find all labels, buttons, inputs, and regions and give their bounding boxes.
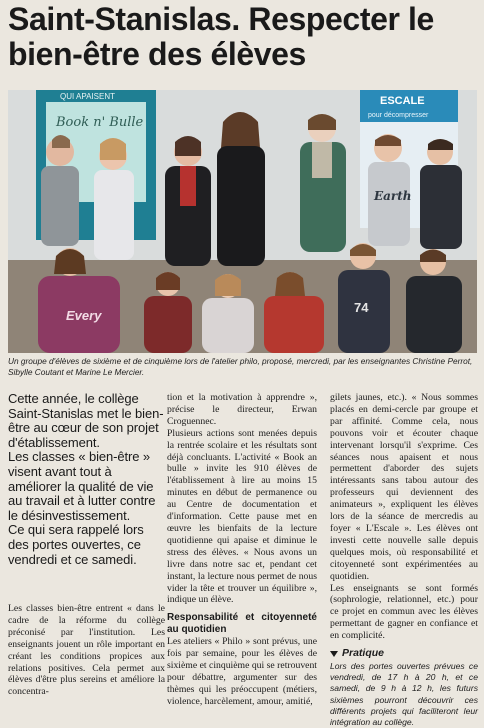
photo-caption: Un groupe d'élèves de sixième et de cinquième lors de l'atelier philo, proposé, mercredi, par les enseignantes Christine Perrot, Sibylle Coutant et Marine Le Mercier. — [8, 356, 473, 377]
body-paragraph: gilets jaunes, etc.). « Nous sommes placés en demi-cercle par groupe et par affinité. Comme cela, nous pouvons voir et écouter chaque intervenant lorsqu'il s'exprime. Ces séances nous apaisent et nous permettent d'aborder des sujets intéressants sans tabou autour des professeurs qui deviennent des animateurs », expliquent les élèves lors de la séance de mercredis au foyer « L'Escale ». Les élèves ont investi cette nouvelle salle depuis quelques mois, où responsabilité et citoyenneté sont expérimentées au quotidien. — [330, 392, 478, 582]
body-paragraph: Les ateliers « Philo » sont prévus, une fois par semaine, pour les élèves de sixième et cinquième qui se retrouvent pour débattre, argumenter sur des thèmes qui les préoccupent (métiers, violence, harcèlement, amour, amitié, — [167, 636, 317, 707]
column-3 — [330, 392, 478, 728]
body-paragraph: tion et la motivation à apprendre », précise le directeur, Erwan Croguennec. — [167, 392, 317, 427]
section-subheading: Responsabilité et citoyenneté au quotidien — [167, 612, 317, 635]
svg-text:Every: Every — [66, 308, 102, 323]
lead-paragraph: Ce qui sera rappelé lors des portes ouvertes, ce vendredi et ce samedi. — [8, 522, 144, 567]
lead-paragraph: Cette année, le collège Saint-Stanislas met le bien-être au cœur de son projet d'établissement. — [8, 391, 164, 450]
body-paragraph: Les classes bien-être entrent « dans le cadre de la réforme du collège préconisé par l'institution. Les enseignants jouent un rôle important en créant les conditions propices aux relations positives. Cela permet aux élèves d'être plus sereins et améliore la concentra- — [8, 603, 165, 698]
svg-text:74: 74 — [354, 300, 369, 315]
column-1-body — [8, 603, 165, 698]
article-headline: Saint-Stanislas. Respecter le bien-être des élèves — [8, 1, 434, 72]
svg-text:pour décompresser: pour décompresser — [368, 112, 429, 119]
article-lead — [8, 392, 165, 567]
svg-text:QUI APAISENT: QUI APAISENT — [60, 92, 115, 101]
svg-text:ESCALE: ESCALE — [380, 95, 425, 107]
pratique-text: Lors des portes ouvertes prévues ce vendredi, de 17 h à 20 h, et ce samedi, de 9 h à 12 h, les futurs sixièmes pourront découvrir ces différents projets qui faciliteront leur intégration au collège. — [330, 660, 478, 727]
pratique-heading — [330, 648, 478, 660]
pratique-title: Pratique — [342, 647, 385, 660]
triangle-down-icon — [330, 651, 338, 657]
svg-text:Book n' Bulle: Book n' Bulle — [56, 115, 144, 130]
article-photo — [8, 90, 477, 353]
body-paragraph: Les enseignants se sont formés (sophrologie, relationnel, etc.) pour ce projet en commun avec les élèves permettant de gagner en confiance et en complicité. — [330, 582, 478, 642]
lead-paragraph: Les classes « bien-être » visent avant tout à améliorer la qualité de vie au travail et à lutter contre le désinvestissement. — [8, 449, 156, 523]
body-paragraph: Plusieurs actions sont menées depuis la rentrée scolaire et les résultats sont déjà concluants. L'activité « Book an bulle » invite les 910 élèves de l'établissement à lire au moins 15 minutes en début de permanence ou au Centre de documentation et d'information. Cette pause met en œuvre les bienfaits de la lecture quotidienne qui apaise et diminue le stress des élèves. « Nous avons un livre dans notre sac et, pendant cet instant, la lecture nous permet de nous vider la tête et trouver un équilibre », indique un élève. — [167, 427, 317, 606]
column-2 — [167, 392, 317, 708]
svg-text:Earth: Earth — [374, 189, 412, 203]
